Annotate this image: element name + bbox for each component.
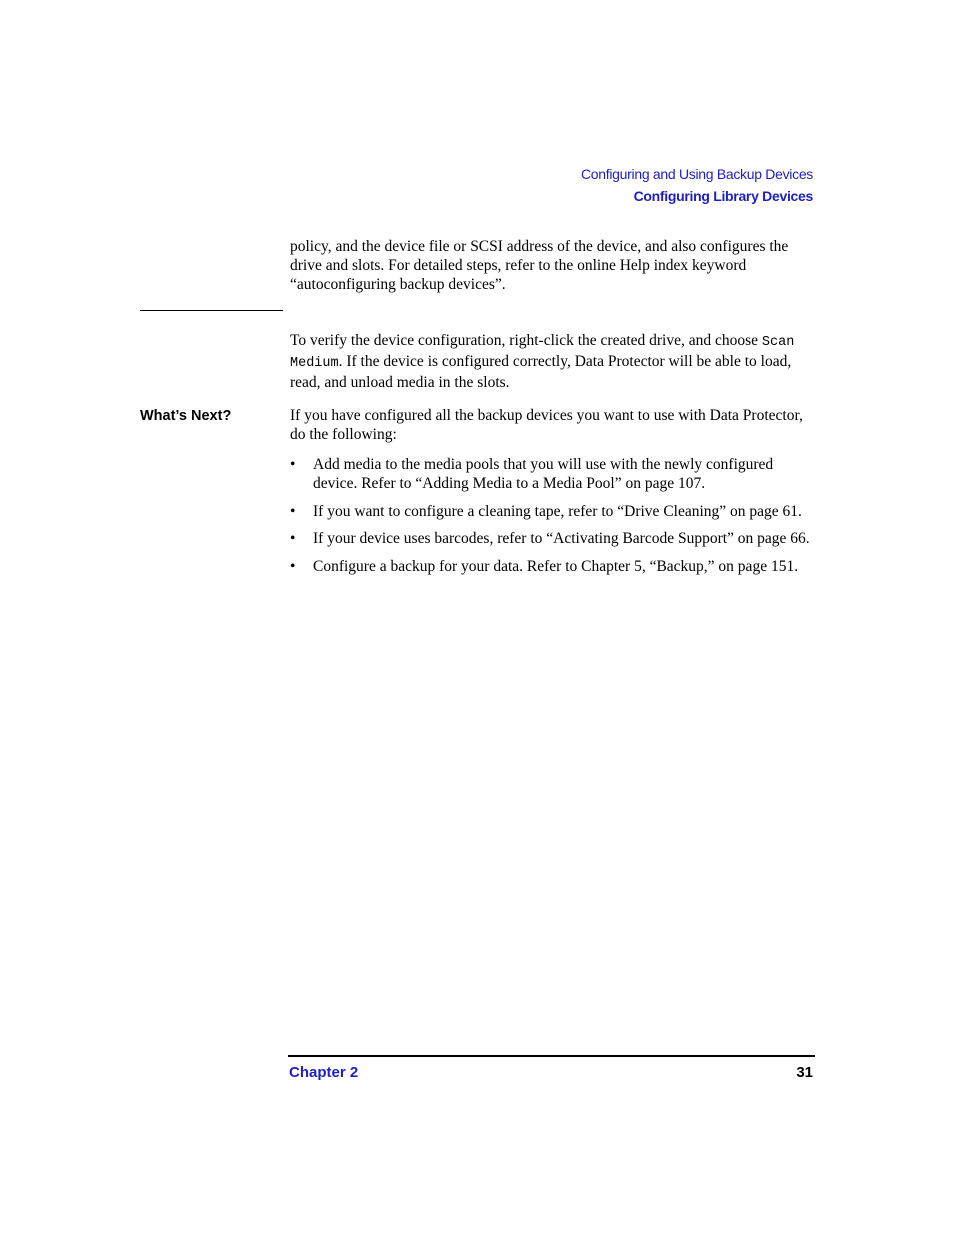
paragraph-verify-text-1: To verify the device configuration, right-click the created drive, and choose	[290, 332, 762, 349]
bullet-icon: •	[290, 558, 296, 576]
list-item	[290, 558, 820, 577]
scan-medium-command: Scan Medium	[290, 335, 795, 371]
list-item	[290, 503, 820, 522]
next-steps-list	[290, 456, 820, 586]
section-divider	[140, 310, 283, 311]
running-header-chapter: Configuring and Using Backup Devices	[581, 166, 813, 182]
list-item	[290, 456, 820, 494]
page-number: 31	[796, 1064, 813, 1081]
paragraph-verify	[290, 332, 820, 392]
list-item-text: Add media to the media pools that you will use with the newly configured device. Refer to “Adding Media to a Media Pool” on page 107.	[313, 456, 774, 492]
footer-rule	[288, 1055, 815, 1057]
bullet-icon: •	[290, 456, 296, 473]
bullet-icon: •	[290, 502, 296, 520]
list-item-text: If your device uses barcodes, refer to “Activating Barcode Support” on page 66.	[313, 530, 810, 548]
running-header-section: Configuring Library Devices	[633, 188, 813, 204]
list-item	[290, 530, 820, 549]
footer-chapter-label: Chapter 2	[289, 1064, 359, 1081]
bullet-icon: •	[290, 530, 296, 548]
paragraph-verify-text-2: . If the device is configured correctly, Data Protector will be able to load, read, and unload media in the slots.	[290, 352, 792, 391]
list-item-text: If you want to configure a cleaning tape, refer to “Drive Cleaning” on page 61.	[313, 502, 802, 520]
whats-next-heading: What’s Next?	[140, 408, 232, 424]
paragraph-whats-next: If you have configured all the backup devices you want to use with Data Protector, do the following:	[290, 407, 803, 443]
paragraph-autoconfig: policy, and the device file or SCSI address of the device, and also configures the drive and slots. For detailed steps, refer to the online Help index keyword “autoconfiguring backup devices”.	[290, 238, 789, 293]
list-item-text: Configure a backup for your data. Refer to Chapter 5, “Backup,” on page 151.	[313, 558, 799, 576]
